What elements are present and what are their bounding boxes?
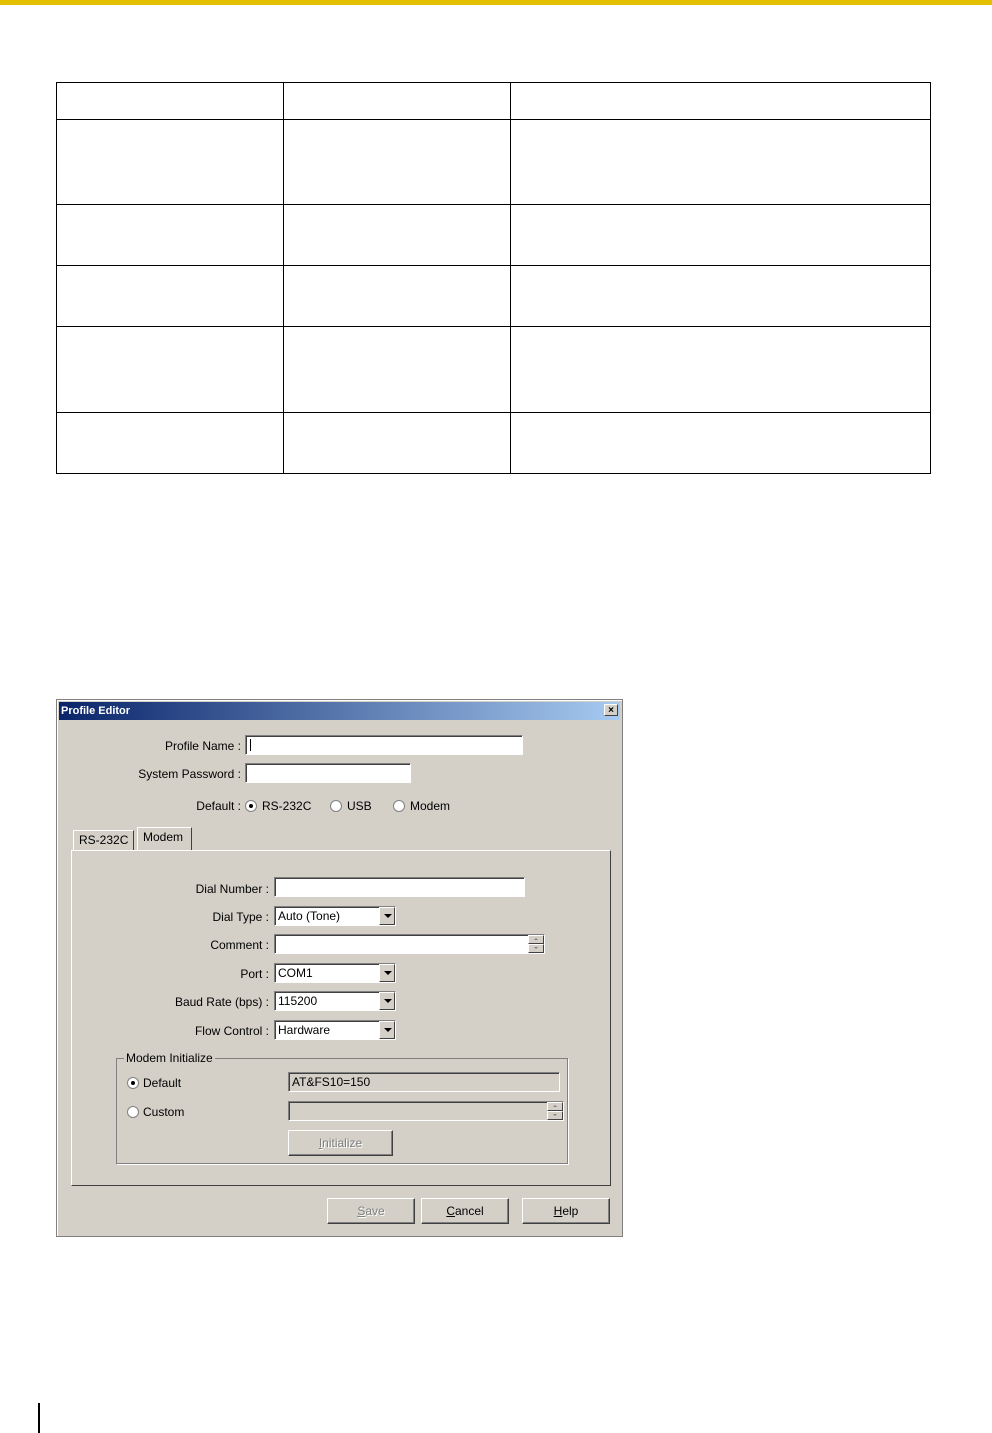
port-label: Port :	[240, 967, 269, 981]
init-custom-input	[288, 1101, 564, 1121]
table-row	[57, 266, 931, 327]
text-caret	[250, 739, 251, 751]
scroll-up-icon[interactable]	[528, 935, 544, 944]
modem-initialize-title: Modem Initialize	[126, 1051, 213, 1065]
help-button[interactable]	[522, 1198, 610, 1224]
init-default-value-field	[288, 1072, 560, 1092]
dial-number-input[interactable]	[274, 877, 525, 897]
table-row	[57, 83, 931, 120]
initialize-label-rest: nitialize	[322, 1136, 363, 1150]
init-default-label[interactable]: Default	[143, 1076, 182, 1090]
chevron-down-icon[interactable]	[379, 964, 395, 982]
comment-label: Comment :	[210, 938, 269, 952]
custom-scroll	[547, 1102, 563, 1120]
system-password-input[interactable]	[245, 763, 411, 783]
port-value: COM1	[278, 966, 313, 980]
scroll-up-icon	[547, 1102, 563, 1111]
dialog-title: Profile Editor	[61, 705, 131, 717]
tab-rs232c[interactable]: RS-232C	[73, 830, 134, 850]
table-row	[57, 120, 931, 205]
default-usb-label[interactable]: USB	[347, 799, 372, 813]
baud-rate-label: Baud Rate (bps) :	[174, 995, 269, 1009]
flow-control-label: Flow Control :	[194, 1024, 269, 1038]
initialize-button[interactable]	[288, 1130, 393, 1156]
dial-type-value: Auto (Tone)	[278, 909, 341, 923]
init-default-value: AT&FS10=150	[292, 1075, 371, 1089]
baud-rate-value: 115200	[278, 994, 318, 1008]
cancel-button[interactable]	[421, 1198, 509, 1224]
dial-type-label: Dial Type :	[212, 910, 269, 924]
cancel-label-rest: ancel	[454, 1204, 484, 1218]
default-modem-radio[interactable]	[393, 800, 405, 812]
default-usb-radio[interactable]	[330, 800, 342, 812]
default-rs232c-radio[interactable]	[245, 800, 257, 812]
port-select[interactable]	[274, 963, 396, 983]
header-accent-bar	[0, 0, 992, 5]
dial-type-select[interactable]	[274, 906, 396, 926]
flow-control-select[interactable]	[274, 1020, 396, 1040]
chevron-down-icon[interactable]	[379, 992, 395, 1010]
dialog-titlebar[interactable]	[59, 702, 620, 720]
modem-initialize-group	[116, 1051, 568, 1164]
profile-name-input[interactable]	[245, 735, 523, 755]
save-label-rest: ave	[365, 1204, 385, 1218]
page-margin-rule	[38, 1403, 40, 1433]
close-icon[interactable]: ×	[604, 704, 618, 716]
profile-name-label: Profile Name :	[164, 739, 241, 753]
init-custom-label[interactable]: Custom	[143, 1105, 185, 1119]
initialize-mnemonic: I	[318, 1136, 323, 1150]
scroll-down-icon	[547, 1111, 563, 1120]
system-password-label: System Password :	[138, 767, 241, 781]
table-row	[57, 205, 931, 266]
scroll-down-icon[interactable]	[528, 944, 544, 953]
default-label: Default :	[196, 799, 241, 813]
dial-number-label: Dial Number :	[195, 882, 269, 896]
tab-modem[interactable]: Modem	[137, 827, 192, 850]
default-rs232c-label[interactable]: RS-232C	[262, 799, 312, 813]
table-row	[57, 327, 931, 413]
save-button[interactable]	[327, 1198, 415, 1224]
chevron-down-icon[interactable]	[379, 1021, 395, 1039]
chevron-down-icon[interactable]	[379, 907, 395, 925]
flow-control-value: Hardware	[278, 1023, 331, 1037]
comment-input[interactable]	[274, 934, 545, 954]
save-mnemonic: S	[357, 1204, 366, 1218]
modem-tab-panel	[71, 850, 611, 1186]
help-label-rest: elp	[562, 1204, 579, 1218]
help-mnemonic: H	[553, 1204, 563, 1218]
baud-rate-select[interactable]	[274, 991, 396, 1011]
default-modem-label[interactable]: Modem	[410, 799, 451, 813]
init-custom-radio[interactable]	[127, 1106, 139, 1118]
comment-scroll[interactable]	[528, 935, 544, 953]
cancel-mnemonic: C	[446, 1204, 455, 1218]
init-default-radio[interactable]	[127, 1077, 139, 1089]
empty-table	[56, 82, 931, 474]
table-row	[57, 413, 931, 474]
profile-editor-dialog	[56, 699, 623, 1237]
